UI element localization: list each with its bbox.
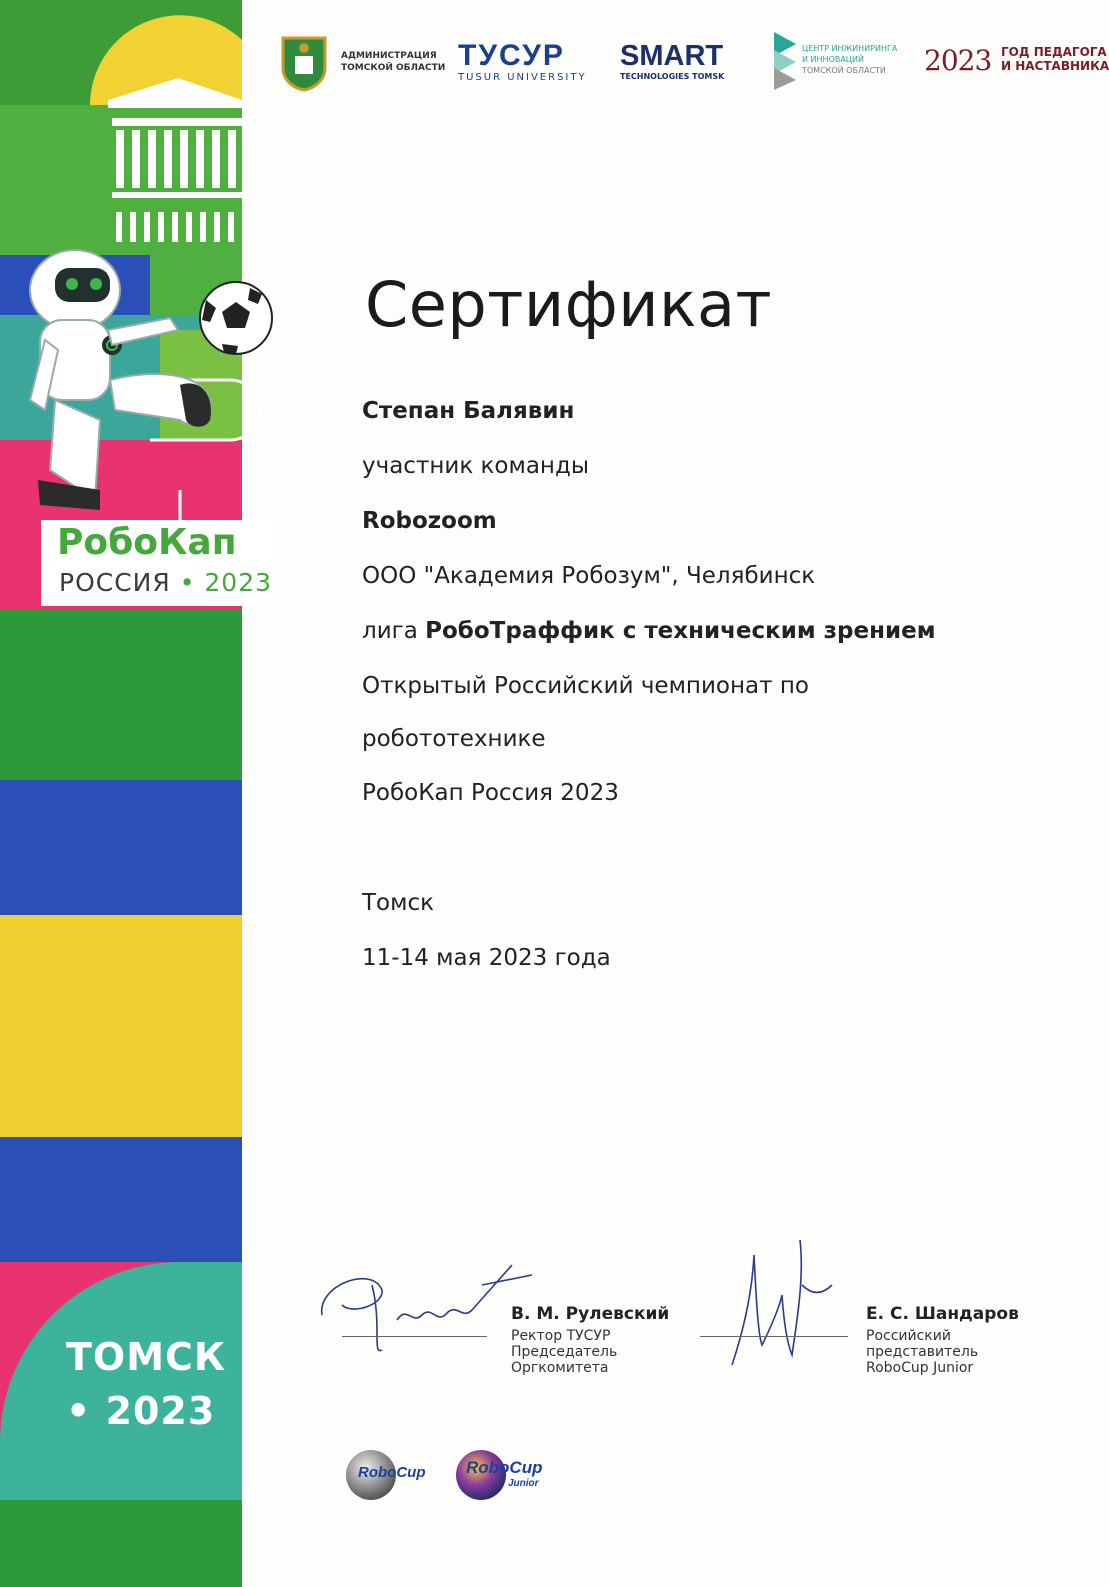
year-number: 2023 [924,44,992,77]
city-mark-year: • 2023 [66,1389,216,1433]
signature-line-1 [342,1336,487,1337]
city-year-mark [66,1330,226,1438]
signature-rulevsky [312,1245,542,1365]
smart-name: SMART [620,40,724,72]
robocup-junior-badge [454,1448,554,1502]
coat-of-arms-icon [275,34,333,92]
tusur-logo [458,40,593,90]
center-logo-text [802,43,897,76]
admin-line2: ТОМСКОЙ ОБЛАСТИ [341,63,446,73]
city-mark-city: ТОМСК [66,1335,226,1379]
admin-logo-text [341,50,445,74]
tusur-subtitle: TUSUR UNIVERSITY [458,72,587,83]
smart-subtitle: TECHNOLOGIES TOMSK [620,72,725,81]
soccer-ball [200,282,272,354]
decorative-band [0,0,273,1587]
tomsk-administration-logo [275,34,446,92]
signer-2-role [866,1328,978,1376]
center-line3: ТОМСКОЙ ОБЛАСТИ [802,66,886,75]
year-line1: ГОД ПЕДАГОГА [1001,45,1107,59]
event-line-2: робототехнике [362,726,546,752]
brand-year: 2023 [204,568,273,597]
robocup-junior-sub: Junior [508,1478,539,1489]
certificate-title: Сертификат [365,268,773,341]
year-logo-text [1001,45,1109,73]
robocup-russia-logo [41,520,274,606]
robocup-junior-label: RoboCup [466,1458,543,1477]
participant-role: участник команды [362,453,590,479]
engineering-center-logo [772,32,922,92]
event-city: Томск [362,890,435,916]
signature-line-2 [700,1336,848,1337]
event-line-1: Открытый Российский чемпионат по [362,673,809,699]
signer-1-role-line2: Председатель [511,1344,618,1360]
signer-2-role-line1: Российский [866,1328,951,1344]
signer-1-name: В. М. Рулевский [511,1304,670,1324]
signer-2-name: Е. С. Шандаров [866,1304,1019,1324]
year-line2: И НАСТАВНИКА [1001,59,1109,73]
team-name: Robozoom [362,508,497,534]
brand-subtitle [59,568,272,597]
organization: ООО "Академия Робозум", Челябинск [362,563,816,589]
signer-1-role-line1: Ректор ТУСУР [511,1328,611,1344]
league-line [362,618,936,644]
signature-shandarov [722,1235,842,1375]
robocup-label: RoboCup [358,1464,426,1481]
league-name: РобоТраффик с техническим зрением [425,618,936,644]
smart-technologies-logo [620,40,740,90]
brand-country: РОССИЯ [59,568,171,597]
tusur-name: ТУСУР [458,39,565,72]
event-dates: 11-14 мая 2023 года [362,945,611,971]
signer-2-role-line3: RoboCup Junior [866,1360,974,1376]
center-line1: ЦЕНТР ИНЖИНИРИНГА [802,44,898,53]
brand-name: РобоКап [57,522,237,563]
robocup-badge [344,1448,444,1502]
signer-2-role-line2: представитель [866,1344,979,1360]
signer-1-role [511,1328,617,1376]
admin-line1: АДМИНИСТРАЦИЯ [341,51,437,61]
year-of-teacher-logo [924,38,1109,88]
center-line2: И ИННОВАЦИЙ [802,55,864,64]
chevron-stack-icon [772,32,798,90]
signer-1-role-line3: Оргкомитета [511,1360,609,1376]
participant-name: Степан Балявин [362,398,575,424]
league-prefix: лига [362,618,426,644]
event-line-3: РобоКап Россия 2023 [362,780,619,806]
brand-dot: • [179,568,196,597]
